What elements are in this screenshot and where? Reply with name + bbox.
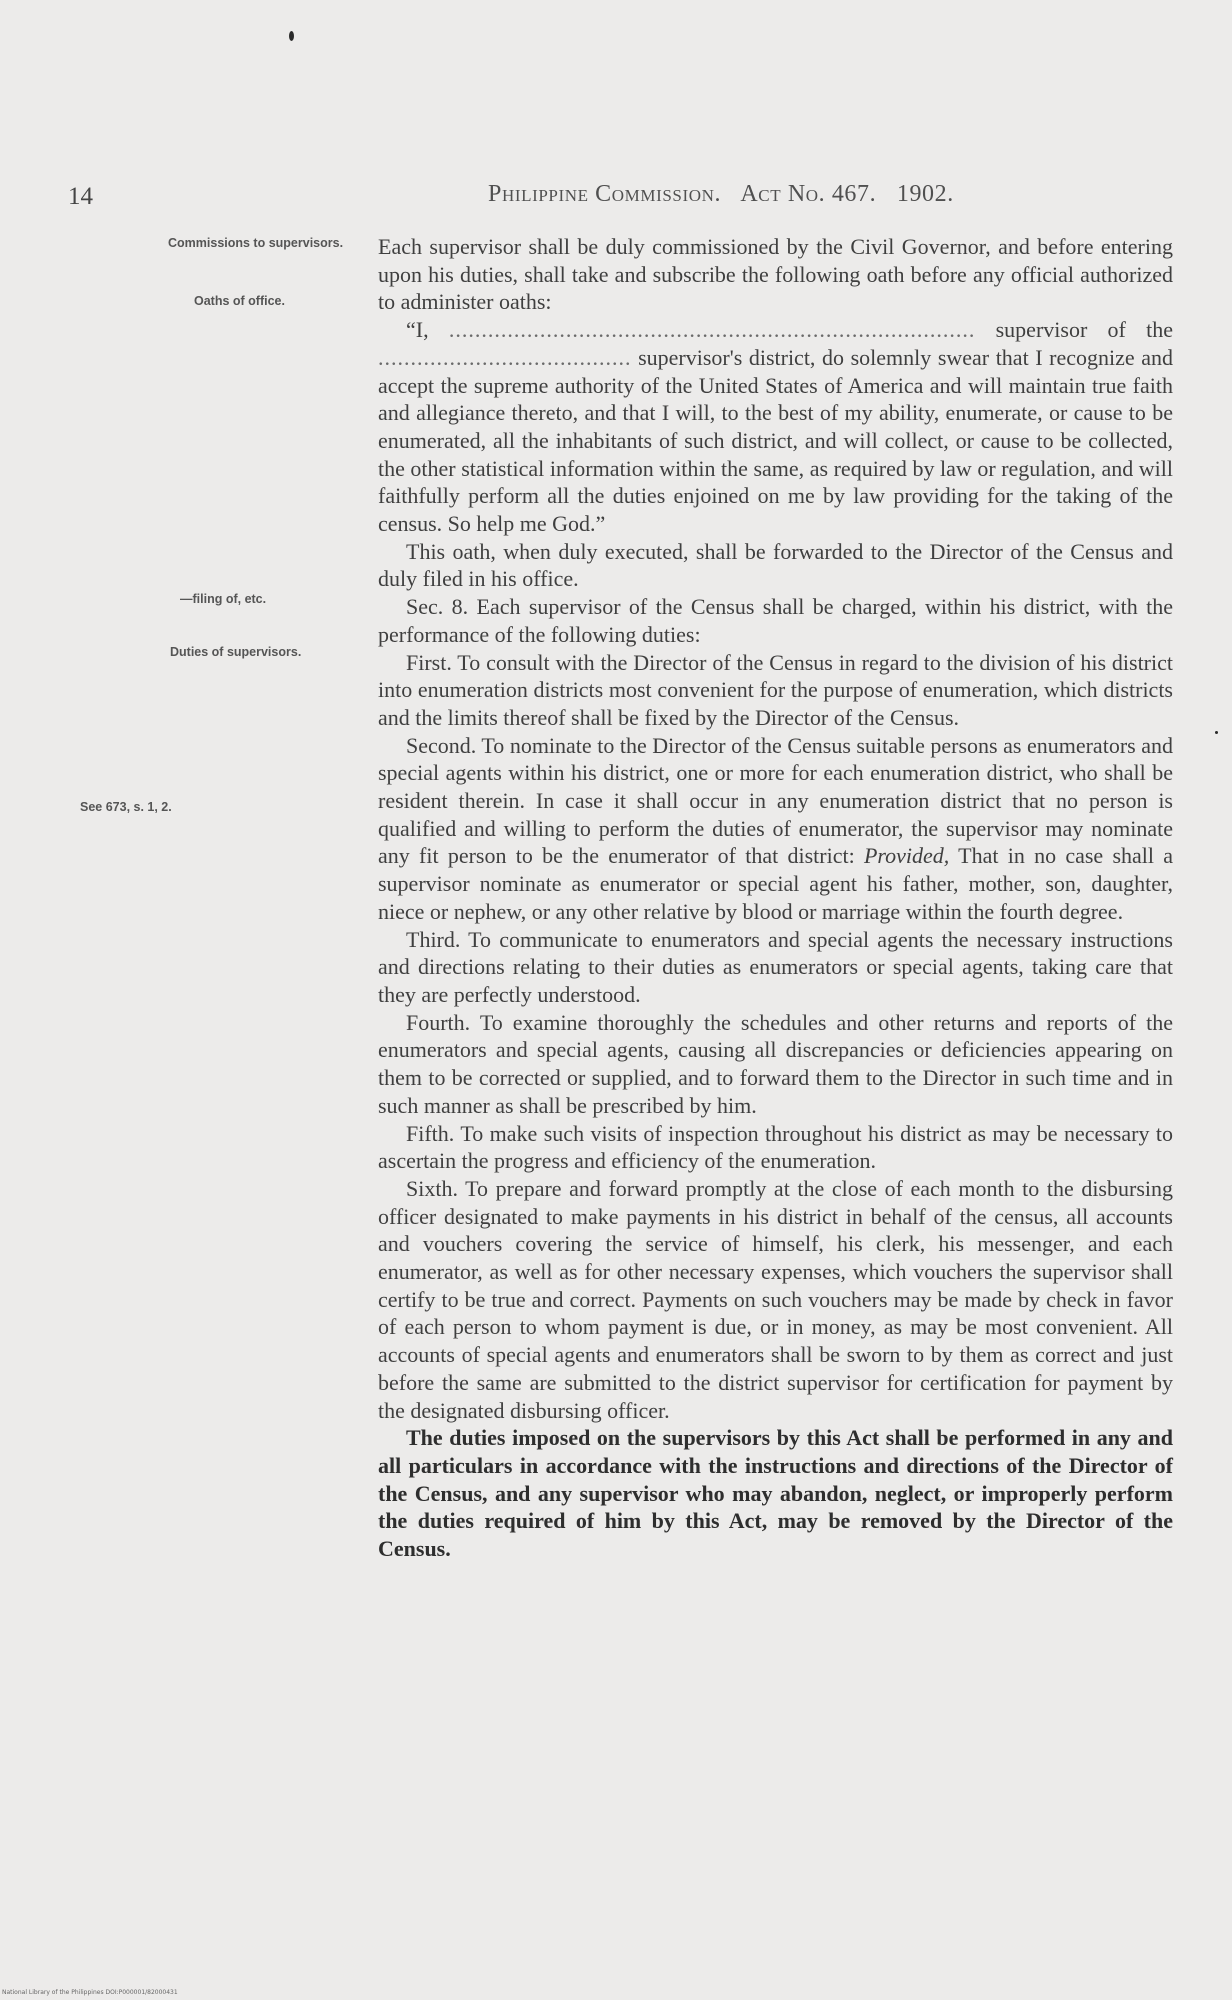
oath-rest: supervisor's district, do solemnly swear that I recognize and accept the supreme authority of the United States of America and will maintain true faith and allegiance thereto, and that I will, to the best of my ability, enumerate, or cause to be enumerated, all the inhabitants of such district, and will collect, or cause to be collected, the other statistical information within the same, as required by law or regulation, and will faithfully perform all the duties enjoined on me by law providing for the taking of the census. So help me God.” bbox=[378, 344, 1173, 537]
margin-note-oaths: Oaths of office. bbox=[194, 294, 285, 308]
provided-clause: Provided, bbox=[863, 843, 950, 869]
margin-note-filing: —filing of, etc. bbox=[180, 592, 267, 606]
margin-note-commissions: Commissions to supervisors. bbox=[168, 236, 344, 250]
running-head-commission: Philippine Commission. bbox=[488, 181, 722, 207]
paragraph-fourth-duty: Fourth. To examine thoroughly the schedules and other returns and reports of the enumerators and special agents, causing all discrepancies or deficiencies appearing on them to be corrected or supplied, and to forward them to the Director in such time and in such manner as shall be prescribed by him. bbox=[378, 1009, 1173, 1118]
paragraph-commission: Each supervisor shall be duly commissioned by the Civil Governor, and before entering upon his duties, shall take and subscribe the following oath before any official authorized to administer oaths: bbox=[378, 234, 1173, 315]
blank-district-line: ....................................... bbox=[378, 344, 632, 370]
paragraph-sixth-duty: Sixth. To prepare and forward promptly at the close of each month to the disbursing officer designated to make payments in his district in behalf of the census, all accounts and vouchers covering the service of himself, his clerk, his messenger, and each enumerator, as well as for other necessary expenses, which vouchers the supervisor shall certify to be true and correct. Payments on such vouchers may be made by check in favor of each person to whom payment is due, or in money, as may be most convenient. All accounts of special agents and enumerators shall be sworn to by them as correct and just before the same are submitted to the district supervisor for certification for payment by the designated disbursing officer. bbox=[378, 1175, 1173, 1423]
oath-supervisor-of: supervisor of the bbox=[995, 317, 1174, 343]
paragraph-section-8: Sec. 8. Each supervisor of the Census shall be charged, within his district, with the performance of the following duties: bbox=[378, 594, 1173, 647]
scan-footer: National Library of the Philippines DOI:P000001/82000431 bbox=[2, 1989, 178, 1996]
paragraph-third-duty: Third. To communicate to enumerators and special agents the necessary instructions and directions relating to their duties as enumerators or special agents, taking care that they are perfectly understood. bbox=[378, 926, 1173, 1007]
second-duty-proviso: That in no case shall a supervisor nominate as enumerator or special agent his father, mother, son, daughter, niece or nephew, or any other relative by blood or marriage within the fourth degree. bbox=[378, 843, 1174, 924]
oath-start: “I, bbox=[406, 317, 429, 343]
blank-name-line: ................................................................................. bbox=[448, 317, 976, 343]
ink-speck bbox=[289, 31, 294, 41]
running-head-act: Act No. 467. bbox=[740, 181, 877, 207]
ink-speck bbox=[1215, 731, 1218, 734]
paragraph-fifth-duty: Fifth. To make such visits of inspection throughout his district as may be necessary to ascertain the progress and efficiency of the enumeration. bbox=[378, 1120, 1173, 1174]
paragraph-first-duty: First. To consult with the Director of the Census in regard to the division of his district into enumeration districts most convenient for the purpose of enumeration, which districts and the limits thereof shall be fixed by the Director of the Census. bbox=[378, 649, 1173, 730]
second-duty-text: Second. To nominate to the Director of the Census suitable persons as enumerators and special agents within his district, one or more for each enumeration district, who shall be resident therein. In case it shall occur in any enumeration district that no person is qualified and willing to perform the duties of enumerator, the supervisor may nominate any fit person to be the enumerator of that district: bbox=[378, 732, 1173, 869]
paragraph-removal: The duties imposed on the supervisors by this Act shall be performed in any and all particulars in accordance with the instructions and directions of the Director of the Census, and any supervisor who may abandon, neglect, or improperly perform the duties required of him by this Act, may be removed by the Director of the Census. bbox=[378, 1425, 1173, 1562]
statute-body bbox=[378, 233, 1173, 1563]
page-number: 14 bbox=[68, 183, 93, 210]
paragraph-oath-filing: This oath, when duly executed, shall be forwarded to the Director of the Census and duly filed in his office. bbox=[378, 538, 1173, 592]
paragraph-oath bbox=[378, 316, 1173, 538]
margin-note-duties: Duties of supervisors. bbox=[170, 645, 302, 659]
margin-note-reference: See 673, s. 1, 2. bbox=[80, 800, 172, 814]
running-head-year: 1902. bbox=[896, 181, 954, 207]
running-head bbox=[488, 181, 968, 208]
paragraph-second-duty bbox=[378, 732, 1173, 926]
